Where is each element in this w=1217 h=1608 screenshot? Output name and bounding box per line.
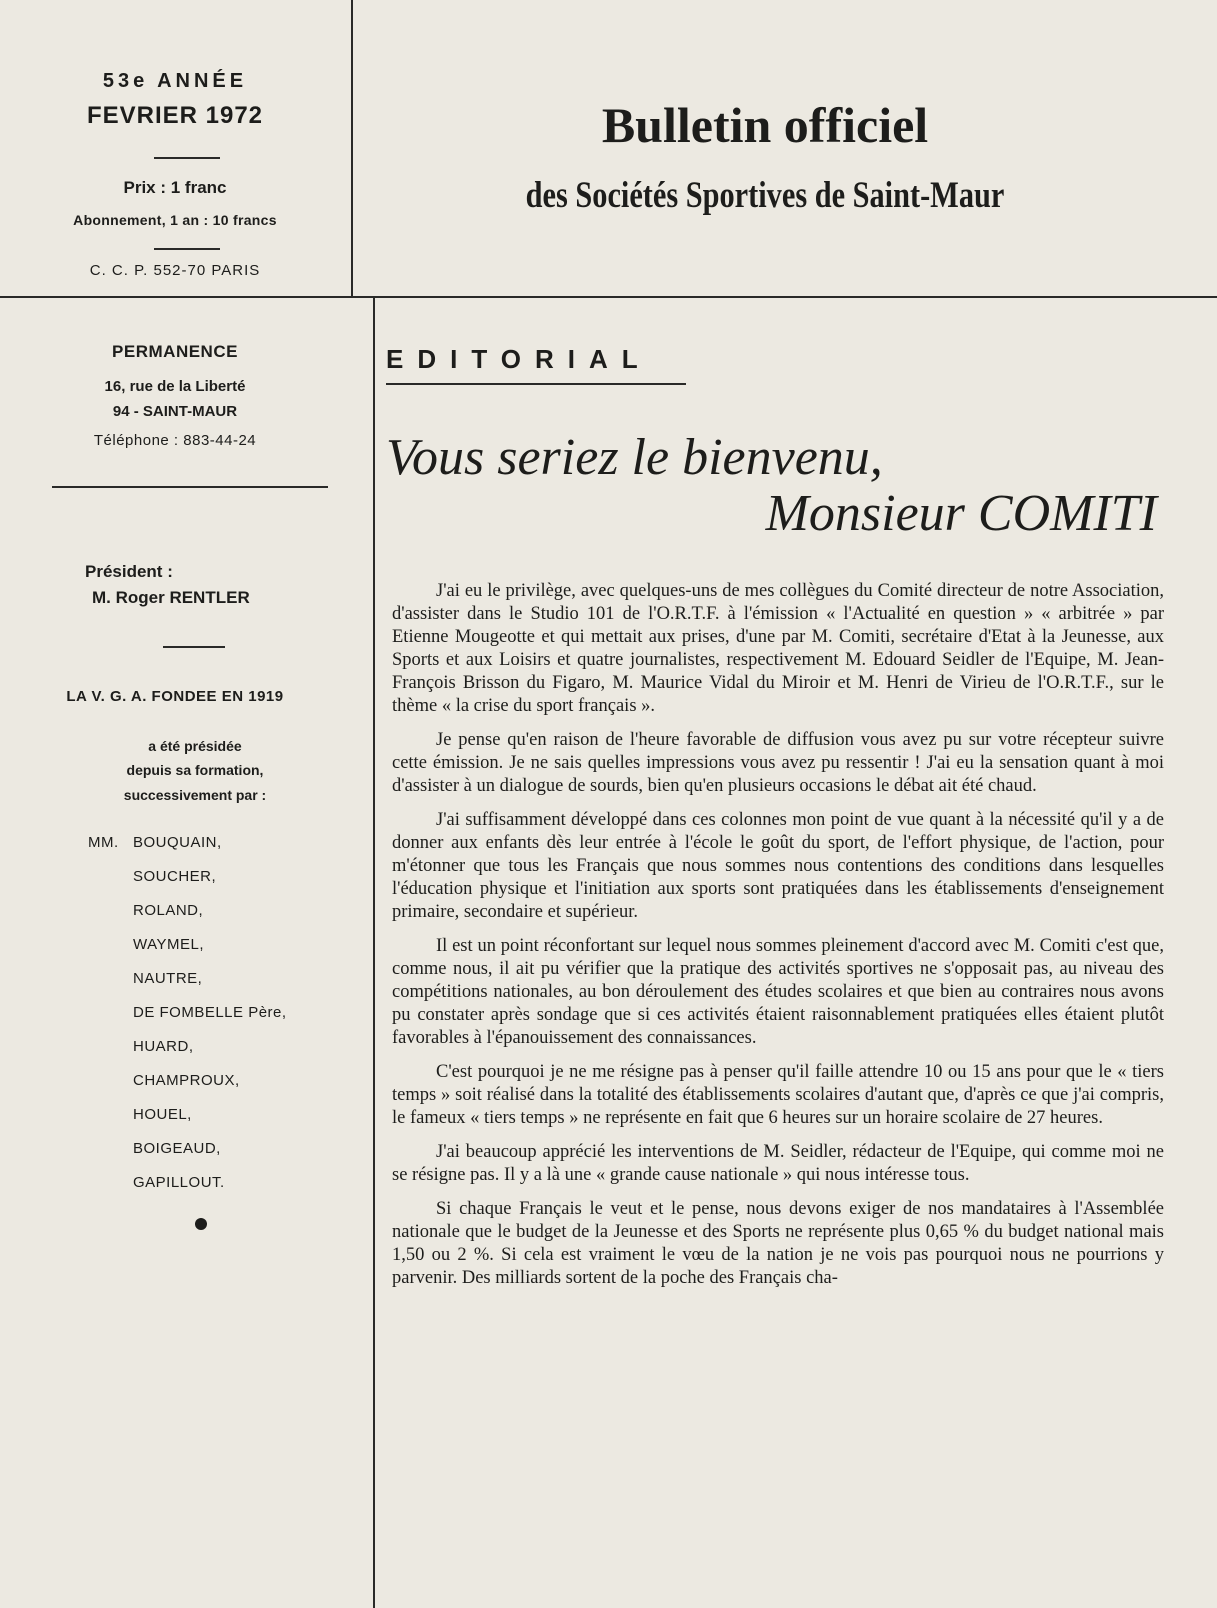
column-divider-vertical — [373, 298, 375, 1608]
president-list-item: BOUQUAIN, — [133, 834, 222, 851]
subscription: Abonnement, 1 an : 10 francs — [73, 212, 277, 228]
header-divider-2 — [154, 248, 220, 250]
president-list-item: BOIGEAUD, — [133, 1140, 221, 1157]
sidebar-divider-1 — [52, 486, 328, 488]
header-divider-1 — [154, 157, 220, 159]
president-list-item: HOUEL, — [133, 1106, 192, 1123]
president-list-item: DE FOMBELLE Père, — [133, 1004, 287, 1021]
city: 94 - SAINT-MAUR — [112, 403, 238, 420]
masthead-title: Bulletin officiel — [601, 97, 929, 153]
vga-founded: LA V. G. A. FONDEE EN 1919 — [66, 688, 284, 705]
president-label: Président : — [85, 562, 173, 581]
paragraph: Je pense qu'en raison de l'heure favorable de diffusion vous avez pu sur votre récepteur suivre cette émission. Je ne sais quelles impressions vous avez pu ressentir ! J'ai eu la sensation quant à moi d'assister à un dialogue de sourds, bien qu'en plusieurs occasions le débat ait été chaud. — [392, 730, 1164, 796]
paragraph: Il est un point réconfortant sur lequel nous sommes pleinement d'accord avec M. Comiti c'est que, comme nous, il ait pu vérifier que la pratique des activités sportives ne s'opposait pas, au niveau des compétitions nationales, au bon déroulement des études scolaires et que bien au contraires nous avons pu constater après sondage que si ces activités étaient raisonnablement pratiquées elles étaient plutôt favorables à l'épanouissement des connaissances. — [392, 936, 1164, 1048]
paragraph: J'ai beaucoup apprécié les interventions de M. Seidler, rédacteur de l'Equipe, qui comme moi ne se résigne pas. Il y a là une « grande cause nationale » qui nous intéresse tous. — [392, 1142, 1164, 1185]
presided-line-1: a été présidée — [148, 738, 242, 754]
phone: Téléphone : 883-44-24 — [93, 432, 257, 449]
paragraph: Si chaque Français le veut et le pense, nous devons exiger de nos mandataires à l'Assemblée nationale que le budget de la Jeunesse et des Sports ne représente plus 0,65 % du budget national mais 1,50 ou 2 %. Si cela est vraiment le vœu de la nation je ne vois pas pourquoi nous ne pourrions y parvenir. Des milliards sortent de la poche des Français cha- — [392, 1199, 1164, 1288]
president-list-item: WAYMEL, — [133, 936, 205, 953]
presided-line-2: depuis sa formation, — [126, 762, 264, 778]
president-list-item: GAPILLOUT. — [133, 1174, 225, 1191]
address: 16, rue de la Liberté — [104, 378, 246, 395]
headline-line-1: Vous seriez le bienvenu, — [386, 429, 883, 486]
headline-line-2: Monsieur COMITI — [765, 485, 1157, 542]
editorial-body — [392, 580, 1164, 1301]
issue-month: FEVRIER 1972 — [86, 102, 264, 129]
president-list-item: NAUTRE, — [133, 970, 203, 987]
masthead-subtitle: des Sociétés Sportives de Saint-Maur — [525, 175, 1005, 216]
president-list-item: HUARD, — [133, 1038, 194, 1055]
ccp-account: C. C. P. 552-70 PARIS — [89, 262, 261, 279]
price: Prix : 1 franc — [123, 178, 227, 197]
president-list-item: SOUCHER, — [133, 868, 217, 885]
issue-year: 53e ANNÉE — [102, 70, 248, 92]
president-list-item: ROLAND, — [133, 902, 204, 919]
end-bullet-icon — [195, 1218, 207, 1230]
presidents-prefix: MM. — [88, 834, 119, 851]
paragraph: J'ai eu le privilège, avec quelques-uns de mes collègues du Comité directeur de notre Association, d'assister dans le Studio 101 de l'O.R.T.F. à l'émission « l'Actualité en question » « arbitrée » par Etienne Mougeotte et qui mettait aux prises, d'une par M. Comiti, secrétaire d'Etat à la Jeunesse, aux Sports et aux Loisirs et quatre journalistes, respectivement M. Edouard Seidler de l'Equipe, M. Jean-François Brisson du Figaro, M. Maurice Vidal du Miroir et M. Henri de Virieu de l'O.R.T.F., sur le thème « la crise du sport français ». — [392, 581, 1164, 716]
sidebar-divider-2 — [163, 646, 225, 648]
header-bottom-rule — [0, 296, 1217, 298]
president-list-item: CHAMPROUX, — [133, 1072, 240, 1089]
paragraph: J'ai suffisamment développé dans ces colonnes mon point de vue quant à la nécessité qu'il y a de donner aux enfants dès leur entrée à l'école le goût du sport, de l'effort physique, de l'action, pour m'étonner que tous les Français que nous sommes nous contentions des conditions dans lesquelles l'éducation physique et l'initiation aux sports sont pratiquées dans les établissements d'enseignement primaire, secondaire et supérieur. — [392, 810, 1164, 922]
president-name: M. Roger RENTLER — [92, 588, 250, 607]
section-label: EDITORIAL — [386, 344, 652, 374]
section-label-underline — [386, 383, 686, 385]
permanence-label: PERMANENCE — [112, 342, 238, 361]
presided-line-3: successivement par : — [123, 787, 267, 803]
paragraph: C'est pourquoi je ne me résigne pas à penser qu'il faille attendre 10 ou 15 ans pour que le « tiers temps » soit réalisé dans la totalité des établissements scolaires d'autant que, d'après ce que j'ai compris, le fameux « tiers temps » ne représente en fait que 6 heures sur un horaire scolaire de 27 heures. — [392, 1062, 1164, 1128]
